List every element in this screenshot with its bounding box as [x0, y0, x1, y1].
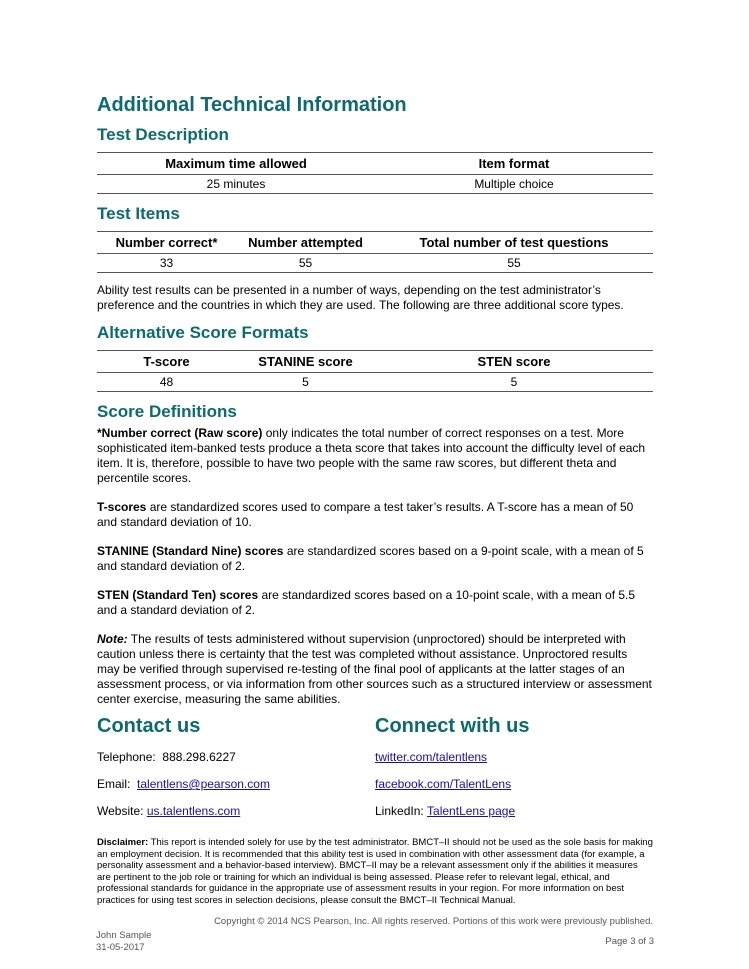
table-cell: 33 — [97, 254, 236, 273]
linkedin-label: LinkedIn: — [375, 804, 424, 818]
linkedin-link[interactable]: TalentLens page — [427, 804, 516, 818]
test-items-table — [97, 231, 653, 273]
connect-column — [375, 715, 653, 831]
report-page — [97, 94, 653, 927]
facebook-row — [375, 777, 653, 792]
table-cell: 5 — [375, 373, 653, 392]
linkedin-row — [375, 804, 653, 819]
table-cell: Multiple choice — [375, 175, 653, 194]
telephone-label: Telephone: — [97, 750, 156, 764]
website-link[interactable]: us.talentlens.com — [146, 804, 241, 818]
table-header: T-score — [97, 351, 236, 373]
alt-scores-heading: Alternative Score Formats — [97, 323, 309, 342]
definition-stanine — [97, 544, 653, 574]
email-row — [97, 777, 375, 792]
table-header: STANINE score — [236, 351, 375, 373]
connect-heading: Connect with us — [375, 715, 530, 737]
disclaimer-label: Disclaimer: — [97, 837, 149, 848]
table-cell: 5 — [236, 373, 375, 392]
contact-column — [97, 715, 375, 831]
website-row — [97, 804, 375, 819]
table-cell: 25 minutes — [97, 175, 375, 194]
table-header: Maximum time allowed — [97, 153, 375, 175]
note-paragraph — [97, 632, 653, 707]
definition-t-score — [97, 500, 653, 530]
definition-term: *Number correct (Raw score) — [97, 426, 263, 440]
telephone-value: 888.298.6227 — [162, 750, 236, 764]
footer-name: John Sample — [96, 930, 152, 941]
table-cell: 55 — [375, 254, 653, 273]
definition-raw-score — [97, 426, 653, 486]
disclaimer-text: This report is intended solely for use by the test administrator. BMCT–II should not be used as the sole basis for making an employment decision. It is recommended that this ability test is used in combination with other assessment data (for example, a personality assessment and a behavior-based interview). BMCT–II may be a relevant assessment only if the abilities it measures are pertinent to the job role or training for which an individual is being assessed. Please refer to relevant legal, ethical, and professional standards for guidance in the appropriate use of assessment results in your region. For more information on best practices for using test scores in selection decisions, please consult the BMCT–II Technical Manual. — [97, 837, 653, 906]
note-text: The results of tests administered without supervision (unproctored) should be interpreted with caution unless there is certainty that the test was completed without assistance. Unproctored results may be verified through supervised re-testing of the final pool of applicants at the latter stages of an assessment process, or via information from other sources such as a structured interview or assessment center exercise, measuring the same abilities. — [97, 632, 652, 706]
facebook-link[interactable]: facebook.com/TalentLens — [375, 777, 512, 791]
telephone-row — [97, 750, 375, 765]
definition-sten — [97, 588, 653, 618]
score-definitions-heading: Score Definitions — [97, 402, 237, 421]
definition-term: STEN (Standard Ten) scores — [97, 588, 259, 602]
email-link[interactable]: talentlens@pearson.com — [137, 777, 270, 791]
table-header: Number correct* — [97, 232, 236, 254]
page-title: Additional Technical Information — [97, 94, 407, 116]
copyright: Copyright © 2014 NCS Pearson, Inc. All rights reserved. Portions of this work were previously published. — [214, 916, 653, 927]
table-header: Number attempted — [236, 232, 375, 254]
twitter-row — [375, 750, 653, 765]
footer-left — [96, 930, 151, 954]
table-cell: 55 — [236, 254, 375, 273]
contact-heading: Contact us — [97, 715, 201, 737]
test-items-heading: Test Items — [97, 204, 180, 223]
table-header: STEN score — [375, 351, 653, 373]
table-header: Total number of test questions — [375, 232, 653, 254]
definition-text: are standardized scores used to compare a test taker’s results. A T-score has a mean of 50 and standard deviation of 10. — [97, 500, 634, 529]
intro-text: Ability test results can be presented in a number of ways, depending on the test administrator’s preference and the countries in which they are used. The following are three additional score types. — [97, 283, 624, 312]
test-description-heading: Test Description — [97, 125, 229, 144]
note-term: Note: — [97, 632, 128, 646]
test-description-table — [97, 152, 653, 194]
definition-term: T-scores — [97, 500, 147, 514]
website-label: Website: — [97, 804, 144, 818]
contact-section — [97, 715, 653, 831]
definition-term: STANINE (Standard Nine) scores — [97, 544, 284, 558]
email-label: Email: — [97, 777, 131, 791]
definition-text: are standardized scores based on a 10-point scale, with a mean of 5.5 and a standard deviation of 2. — [97, 588, 636, 617]
twitter-link[interactable]: twitter.com/talentlens — [375, 750, 488, 764]
footer-date: 31-05-2017 — [96, 942, 145, 953]
page-number: Page 3 of 3 — [605, 936, 654, 947]
definition-text: only indicates the total number of correct responses on a test. More sophisticated item-banked tests produce a theta score that takes into account the difficulty level of each item. It is, therefore, possible to have two people with the same raw scores, but different theta and percentile scores. — [97, 426, 646, 485]
alt-scores-table — [97, 350, 653, 392]
table-header: Item format — [375, 153, 653, 175]
disclaimer — [97, 837, 653, 906]
definition-text: are standardized scores based on a 9-point scale, with a mean of 5 and standard deviation of 2. — [97, 544, 644, 573]
table-cell: 48 — [97, 373, 236, 392]
